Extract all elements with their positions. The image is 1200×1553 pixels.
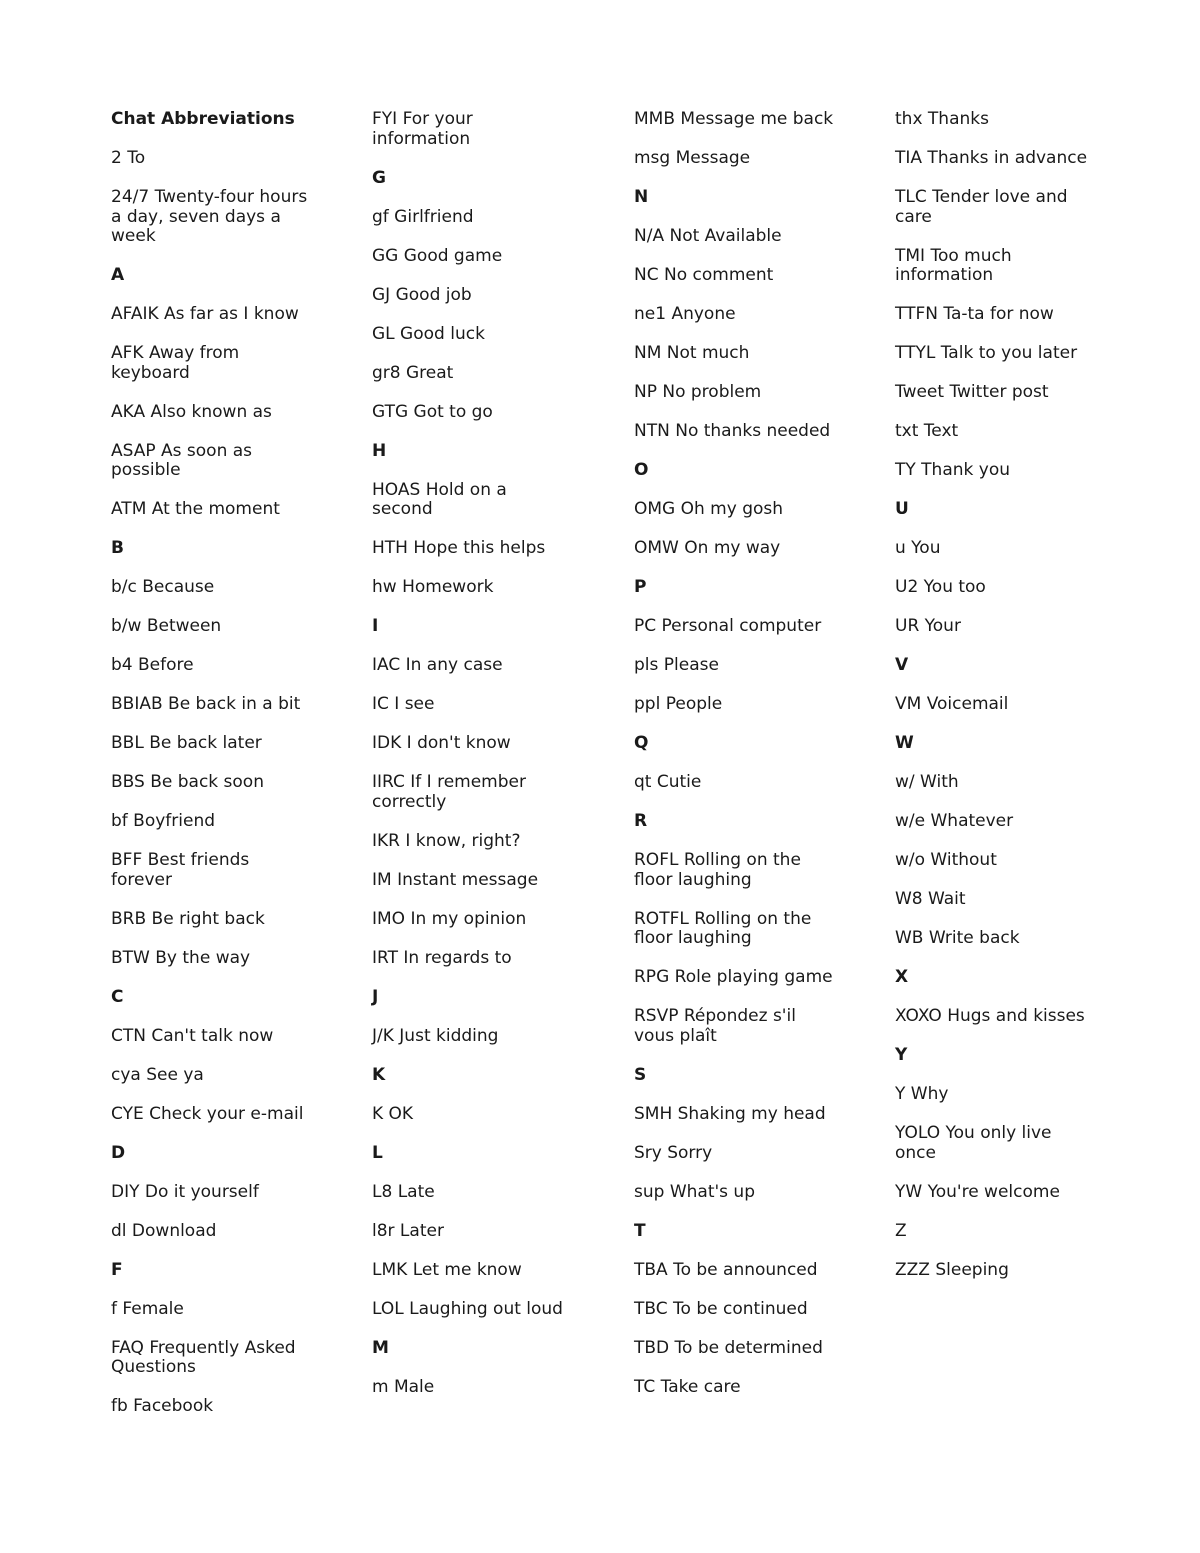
abbreviation-entry: MMB Message me back bbox=[634, 109, 834, 129]
abbreviation-entry: b/w Between bbox=[111, 616, 222, 636]
abbreviation-entry: BBL Be back later bbox=[111, 733, 262, 753]
section-letter-heading: D bbox=[111, 1142, 126, 1163]
section-letter-heading: S bbox=[634, 1064, 647, 1085]
abbreviation-entry: sup What's up bbox=[634, 1181, 755, 1202]
section-letter-heading: A bbox=[111, 265, 125, 285]
abbreviation-entry: FAQ Frequently Asked Questions bbox=[111, 1337, 296, 1377]
abbreviation-entry: dl Download bbox=[111, 1220, 217, 1241]
abbreviation-entry: CYE Check your e-mail bbox=[111, 1103, 304, 1124]
abbreviation-entry: YOLO You only live once bbox=[895, 1123, 1052, 1163]
abbreviation-entry: Tweet Twitter post bbox=[895, 382, 1049, 402]
abbreviation-entry: IC I see bbox=[372, 694, 435, 714]
abbreviation-entry: Z bbox=[895, 1220, 907, 1241]
abbreviation-entry: f Female bbox=[111, 1298, 184, 1319]
abbreviation-entry: CTN Can't talk now bbox=[111, 1025, 274, 1046]
abbreviation-entry: msg Message bbox=[634, 148, 751, 168]
abbreviation-entry: gr8 Great bbox=[372, 362, 454, 383]
abbreviation-entry: IIRC If I remember correctly bbox=[372, 772, 526, 812]
abbreviation-entry: AFK Away from keyboard bbox=[111, 343, 240, 383]
abbreviation-entry: RPG Role playing game bbox=[634, 967, 833, 987]
abbreviation-entry: HTH Hope this helps bbox=[372, 538, 546, 558]
abbreviation-entry: UR Your bbox=[895, 616, 961, 636]
abbreviation-entry: TBC To be continued bbox=[634, 1298, 808, 1319]
abbreviation-entry: U2 You too bbox=[895, 577, 986, 597]
section-letter-heading: W bbox=[895, 733, 914, 753]
abbreviation-entry: VM Voicemail bbox=[895, 694, 1009, 714]
abbreviation-entry: TTYL Talk to you later bbox=[895, 343, 1078, 363]
abbreviation-entry: BBS Be back soon bbox=[111, 772, 264, 792]
abbreviation-entry: NM Not much bbox=[634, 343, 750, 363]
abbreviation-entry: SMH Shaking my head bbox=[634, 1103, 826, 1124]
abbreviation-entry: L8 Late bbox=[372, 1181, 435, 1202]
abbreviation-entry: ATM At the moment bbox=[111, 499, 280, 519]
abbreviation-entry: TLC Tender love and care bbox=[895, 187, 1068, 227]
abbreviation-entry: IKR I know, right? bbox=[372, 830, 521, 851]
column-1 bbox=[111, 110, 311, 1436]
abbreviation-entry: YW You're welcome bbox=[895, 1181, 1060, 1202]
abbreviation-entry: TMI Too much information bbox=[895, 245, 1012, 285]
abbreviation-entry: GTG Got to go bbox=[372, 401, 493, 422]
abbreviation-entry: AKA Also known as bbox=[111, 401, 272, 422]
abbreviation-entry: LOL Laughing out loud bbox=[372, 1298, 563, 1319]
abbreviation-entry: w/ With bbox=[895, 772, 959, 792]
abbreviation-entry: AFAIK As far as I know bbox=[111, 304, 299, 324]
abbreviation-entry: pls Please bbox=[634, 655, 719, 675]
abbreviation-entry: fb Facebook bbox=[111, 1396, 214, 1416]
abbreviation-entry: qt Cutie bbox=[634, 772, 702, 792]
abbreviation-entry: N/A Not Available bbox=[634, 226, 782, 246]
document-title: Chat Abbreviations bbox=[111, 109, 295, 129]
abbreviation-entry: m Male bbox=[372, 1376, 435, 1397]
abbreviation-entry: 24/7 Twenty-four hours a day, seven days a week bbox=[111, 187, 308, 246]
column-3 bbox=[634, 110, 834, 1417]
abbreviation-entry: BFF Best friends forever bbox=[111, 850, 250, 890]
abbreviation-entry: IAC In any case bbox=[372, 655, 503, 675]
abbreviation-entry: IDK I don't know bbox=[372, 733, 511, 753]
abbreviation-entry: BTW By the way bbox=[111, 947, 251, 968]
abbreviation-entry: ROFL Rolling on the floor laughing bbox=[634, 850, 801, 890]
abbreviation-entry: NTN No thanks needed bbox=[634, 421, 831, 441]
section-letter-heading: L bbox=[372, 1142, 383, 1163]
abbreviation-entry: u You bbox=[895, 538, 941, 558]
column-2 bbox=[372, 110, 572, 1417]
section-letter-heading: J bbox=[372, 986, 379, 1007]
abbreviation-entry: TTFN Ta-ta for now bbox=[895, 304, 1054, 324]
abbreviation-entry: gf Girlfriend bbox=[372, 206, 474, 227]
section-letter-heading: V bbox=[895, 655, 909, 675]
section-letter-heading: U bbox=[895, 499, 909, 519]
abbreviation-entry: GG Good game bbox=[372, 245, 503, 266]
section-letter-heading: K bbox=[372, 1064, 386, 1085]
abbreviation-entry: IRT In regards to bbox=[372, 947, 512, 968]
abbreviation-entry: ne1 Anyone bbox=[634, 304, 736, 324]
abbreviation-entry: hw Homework bbox=[372, 577, 494, 597]
section-letter-heading: X bbox=[895, 967, 909, 987]
abbreviation-entry: NC No comment bbox=[634, 265, 774, 285]
abbreviation-entry: J/K Just kidding bbox=[372, 1025, 499, 1046]
section-letter-heading: Y bbox=[895, 1045, 908, 1065]
abbreviation-entry: thx Thanks bbox=[895, 109, 989, 129]
abbreviation-entry: ROTFL Rolling on the floor laughing bbox=[634, 908, 812, 948]
section-letter-heading: O bbox=[634, 460, 649, 480]
abbreviation-entry: w/o Without bbox=[895, 850, 997, 870]
abbreviation-entry: BRB Be right back bbox=[111, 908, 265, 929]
abbreviation-entry: 2 To bbox=[111, 148, 146, 168]
section-letter-heading: P bbox=[634, 577, 647, 597]
section-letter-heading: H bbox=[372, 440, 387, 461]
section-letter-heading: M bbox=[372, 1337, 389, 1358]
section-letter-heading: G bbox=[372, 167, 386, 188]
abbreviation-entry: bf Boyfriend bbox=[111, 811, 216, 831]
abbreviation-entry: w/e Whatever bbox=[895, 811, 1014, 831]
section-letter-heading: B bbox=[111, 538, 124, 558]
column-4 bbox=[895, 110, 1095, 1300]
abbreviation-entry: txt Text bbox=[895, 421, 959, 441]
section-letter-heading: Q bbox=[634, 733, 649, 753]
abbreviation-entry: Sry Sorry bbox=[634, 1142, 713, 1163]
abbreviation-entry: HOAS Hold on a second bbox=[372, 479, 507, 519]
section-letter-heading: R bbox=[634, 811, 648, 831]
abbreviation-entry: OMW On my way bbox=[634, 538, 781, 558]
abbreviation-entry: TIA Thanks in advance bbox=[895, 148, 1088, 168]
abbreviation-entry: LMK Let me know bbox=[372, 1259, 522, 1280]
abbreviation-entry: OMG Oh my gosh bbox=[634, 499, 784, 519]
abbreviation-entry: GL Good luck bbox=[372, 323, 485, 344]
abbreviation-entry: TBA To be announced bbox=[634, 1259, 818, 1280]
section-letter-heading: N bbox=[634, 187, 649, 207]
abbreviation-entry: FYI For your information bbox=[372, 109, 473, 149]
abbreviation-entry: W8 Wait bbox=[895, 889, 966, 909]
abbreviation-entry: NP No problem bbox=[634, 382, 762, 402]
document-page bbox=[111, 110, 1111, 1510]
abbreviation-entry: ASAP As soon as possible bbox=[111, 440, 253, 480]
abbreviation-entry: ZZZ Sleeping bbox=[895, 1259, 1009, 1280]
abbreviation-entry: XOXO Hugs and kisses bbox=[895, 1006, 1085, 1026]
abbreviation-entry: DIY Do it yourself bbox=[111, 1181, 259, 1202]
abbreviation-entry: cya See ya bbox=[111, 1064, 204, 1085]
abbreviation-entry: b4 Before bbox=[111, 655, 194, 675]
abbreviation-entry: Y Why bbox=[895, 1084, 949, 1104]
abbreviation-entry: TY Thank you bbox=[895, 460, 1011, 480]
abbreviation-entry: ppl People bbox=[634, 694, 723, 714]
section-letter-heading: C bbox=[111, 986, 124, 1007]
abbreviation-entry: RSVP Répondez s'il vous plaît bbox=[634, 1006, 796, 1046]
abbreviation-entry: TBD To be determined bbox=[634, 1337, 823, 1358]
abbreviation-entry: PC Personal computer bbox=[634, 616, 822, 636]
abbreviation-entry: BBIAB Be back in a bit bbox=[111, 694, 301, 714]
section-letter-heading: I bbox=[372, 616, 379, 636]
abbreviation-entry: b/c Because bbox=[111, 577, 215, 597]
abbreviation-entry: GJ Good job bbox=[372, 284, 472, 305]
abbreviation-entry: IM Instant message bbox=[372, 869, 539, 890]
abbreviation-entry: K OK bbox=[372, 1103, 414, 1124]
abbreviation-entry: IMO In my opinion bbox=[372, 908, 527, 929]
abbreviation-entry: l8r Later bbox=[372, 1220, 444, 1241]
section-letter-heading: T bbox=[634, 1220, 646, 1241]
abbreviation-entry: WB Write back bbox=[895, 928, 1020, 948]
abbreviation-entry: TC Take care bbox=[634, 1376, 741, 1397]
section-letter-heading: F bbox=[111, 1259, 123, 1280]
